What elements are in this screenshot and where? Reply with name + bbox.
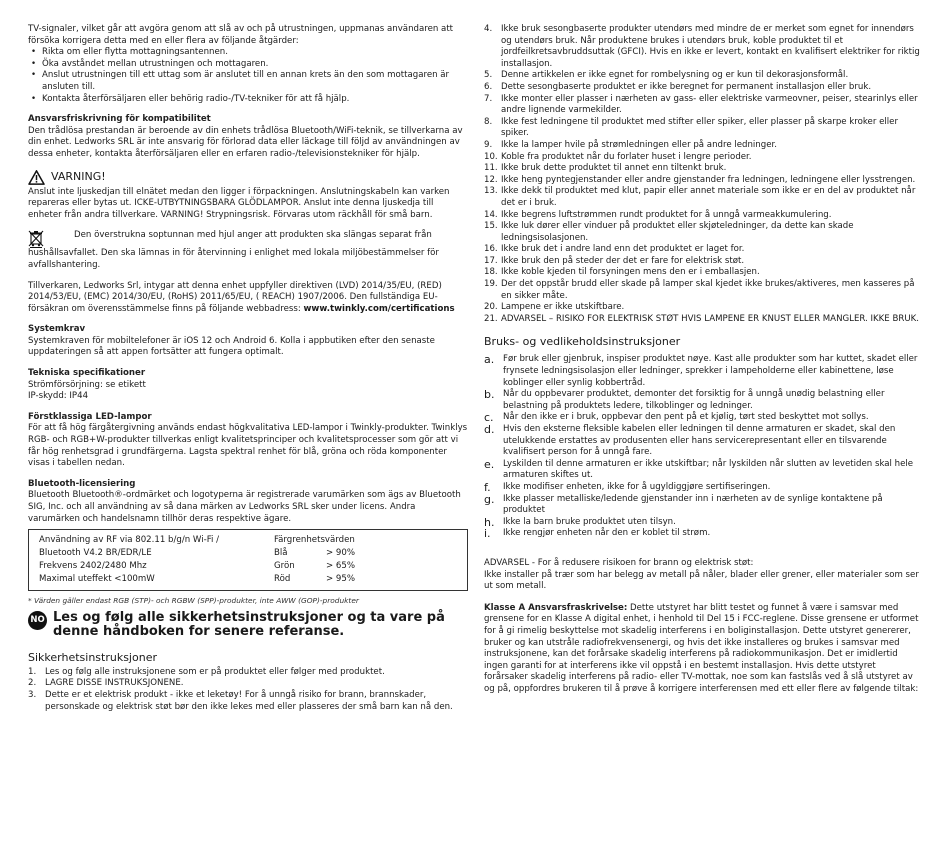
item-text: LAGRE DISSE INSTRUKSJONENE. (45, 678, 184, 689)
item-letter: h. (484, 515, 495, 529)
rf-line: Frekvens 2402/2480 Mhz (39, 561, 147, 572)
color-value: > 90% (326, 548, 356, 559)
item-number: 1. (28, 666, 37, 677)
item-text: Dette er et elektrisk produkt - ikke et leketøy! For å unngå risiko for brann, brannskader, personskade og elektrisk støt bør den ikke lekes med eller plasseres der små barn kan nå den. (45, 689, 453, 712)
safety-item (484, 70, 920, 82)
item-text: Lyskilden til denne armaturen er ikke utskiftbar; når lyskilden når slutten av levetiden skal hele armaturen skiftes ut. (503, 458, 914, 481)
sysreq-heading: Systemkrav (28, 324, 86, 335)
safety-item (28, 667, 468, 679)
conformity-section (28, 281, 468, 316)
safety-section (28, 651, 468, 713)
safety-heading: Sikkerhetsinstruksjoner (28, 650, 157, 664)
item-text: Ikke koble kjeden til forsyningen mens den er i emballasjen. (501, 267, 760, 278)
item-text: Ikke monter eller plasser i nærheten av gass- eller elektriske varmeovner, peiser, stearinlys eller andre lignende varmekilder. (501, 93, 918, 116)
safety-item (484, 279, 920, 302)
color-name: Blå (274, 548, 288, 559)
item-text: Koble fra produktet når du forlater huset i lengre perioder. (501, 151, 752, 162)
item-number: 17. (484, 255, 498, 266)
care-list (484, 354, 920, 540)
warning-title: VARNING! (51, 170, 106, 184)
item-text: Ikke fest ledningene til produktet med stifter eller spiker, eller plasser på skarpe kroker eller spiker. (501, 116, 898, 139)
item-number: 8. (484, 116, 493, 127)
care-item (484, 517, 920, 529)
item-text: Når den ikke er i bruk, oppbevar den pent på et kjølig, tørt sted beskyttet mot sollys. (503, 412, 869, 423)
item-text: Ikke modifiser enheten, ikke for å ugyldiggjøre sertifiseringen. (503, 481, 771, 492)
item-text: Les og følg alle instruksjonene som er på produktet eller følger med produktet. (45, 666, 385, 677)
care-item (484, 459, 920, 482)
care-item (484, 424, 920, 459)
crossed-bin-icon (28, 230, 44, 248)
item-number: 7. (484, 93, 493, 104)
rf-line: Maximal uteffekt <100mW (39, 574, 155, 585)
advarsel-text: Ikke installer på trær som har belegg av metall på nåler, blader eller grener, eller materialer som ser ut som metall. (484, 569, 919, 592)
item-text: Ikke rengjør enheten når den er koblet til strøm. (503, 528, 711, 539)
safety-item (484, 163, 920, 175)
bt-section (28, 479, 468, 525)
color-value: > 95% (326, 574, 356, 585)
item-number: 5. (484, 70, 493, 81)
color-purity (274, 534, 457, 586)
advarsel-section (484, 558, 920, 593)
safety-item (484, 210, 920, 222)
weee-paragraph (28, 230, 468, 271)
safety-item (484, 24, 920, 70)
tech-spec-heading: Tekniska specifikationer (28, 368, 146, 379)
right-column (484, 24, 920, 704)
item-letter: a. (484, 353, 495, 367)
compat-disclaimer-heading: Ansvarsfriskrivning för kompatibilitet (28, 114, 211, 125)
safety-item (484, 82, 920, 94)
bullet-item: • Kontakta återförsäljaren eller behörig radio-/TV-tekniker för att få hjälp. (28, 94, 468, 106)
item-number: 2. (28, 678, 37, 689)
item-number: 3. (28, 689, 37, 700)
norwegian-heading: Les og følg alle sikkerhetsinstruksjoner og ta vare på denne håndboken for senere referanse. (53, 609, 445, 639)
class-a-heading: Klasse A Ansvarsfraskrivelse: (484, 602, 628, 613)
tech-spec-section (28, 368, 468, 403)
item-number: 13. (484, 186, 498, 197)
item-number: 14. (484, 209, 498, 220)
item-text: Denne artikkelen er ikke egnet for rombelysning og er kun til dekorasjonsformål. (501, 70, 849, 81)
rf-line: Bluetooth V4.2 BR/EDR/LE (39, 548, 152, 559)
item-text: Hvis den eksterne fleksible kabelen eller ledningen til denne armaturen er skadet, skal den utelukkende erstattes av produsenten eller hans servicerepresentant eller en tilsvarende kvalifisert person for å unngå fare. (503, 424, 896, 458)
color-value: > 65% (326, 561, 356, 572)
item-text: Ikke bruk det i andre land enn det produktet er laget for. (501, 244, 745, 255)
color-row (274, 573, 457, 586)
color-row (274, 560, 457, 573)
item-number: 15. (484, 221, 498, 232)
color-name: Grön (274, 561, 295, 572)
advarsel-heading: ADVARSEL - For å redusere risikoen for brann og elektrisk støt: (484, 557, 754, 568)
sysreq-text: Systemkraven för mobiltelefoner är iOS 12 och Android 6. Kolla i appbutiken efter den senaste uppdateringen så att appen fortsätter att fungera optimalt. (28, 335, 435, 358)
compat-disclaimer (28, 114, 468, 160)
safety-item (484, 244, 920, 256)
item-number: 19. (484, 279, 498, 290)
rf-line: Användning av RF via 802.11 b/g/n Wi-Fi / (39, 535, 220, 546)
tech-spec-line: Strömförsörjning: se etikett (28, 379, 146, 390)
bullet-item: • Öka avståndet mellan utrustningen och mottagaren. (28, 59, 468, 71)
safety-list-continued (484, 24, 920, 325)
item-number: 6. (484, 81, 493, 92)
item-number: 21. (484, 313, 498, 324)
item-letter: c. (484, 411, 494, 425)
bullet-item: • Anslut utrustningen till ett uttag som är anslutet till en annan krets än den som mottagaren är ansluten till. (28, 70, 468, 93)
interference-intro: TV-signaler, vilket går att avgöra genom att slå av och på utrustningen, uppmanas användaren att försöka korrigera detta med en eller flera av följande åtgärder: (28, 24, 454, 46)
safety-item (484, 221, 920, 244)
conformity-paragraph (28, 281, 468, 316)
item-number: 9. (484, 139, 493, 150)
safety-item (484, 314, 920, 326)
item-number: 10. (484, 151, 498, 162)
compat-disclaimer-text: Den trådlösa prestandan är beroende av din enhets trådlösa Bluetooth/WiFi-teknik, se tillverkarna av din enhet. Ledworks SRL är inte ansvarig för förlorad data eller läckage till följd av användningen av dessa enheter, kontakta återförsäljaren eller en erfaren radio-/televisionstekniker för hjälp. (28, 125, 463, 159)
class-a-text: Dette utstyret har blitt testet og funnet å være i samsvar med grensene for en Klasse A digital enhet, i henhold til Del 15 i FCC-reglene. Disse grensene er utformet for å gi rimelig beskyttelse mot skadelig interferens i en boliginstallasjon. Dette utstyret genererer, bruker og kan utstråle radiofrekvensenergi, og hvis det ikke installeres og brukes i samsvar med instruksjonene, kan det forårsake skadelig interferens på radiokommunikasjon. Det er imidlertid ingen garanti for at interferens ikke vil oppstå i en bestemt installasjon. Hvis dette utstyret forårsaker skadelig interferens på radio- eller TV-mottak, noe som kan fastslås ved å slå utstyret av og på, oppfordres brukeren til å prøve å korrigere interferensen med ett eller flere av følgende tiltak: (484, 602, 919, 694)
item-text: Ikke plasser metalliske/ledende gjenstander inn i nærheten av de synlige kontaktene på produktet (503, 493, 883, 516)
led-heading: Förstklassiga LED-lampor (28, 411, 152, 422)
norwegian-header (28, 611, 468, 639)
item-text: Når du oppbevarer produktet, demonter det forsiktig for å unngå unødig belastning eller belastning på produktets ledere, tilkoblinger og ledninger. (503, 389, 885, 411)
weee-section (28, 230, 468, 271)
care-item (484, 412, 920, 424)
spec-footnote: * Värden gäller endast RGB (STP)- och RGBW (SPP)-produkter, inte AWW (GOP)-produkter (28, 596, 359, 606)
left-column (28, 24, 468, 713)
item-text: Ikke la lamper hvile på strømledningen eller på andre ledninger. (501, 139, 777, 150)
safety-item (484, 140, 920, 152)
spec-table (28, 529, 468, 591)
item-text: Ikke bruk sesongbaserte produkter utendørs med mindre de er merket som egnet for innendørs og utendørs bruk. Når produktene brukes i utendørs bruk, koble produktet til et jordfeilkretsavbruddsuttak (GFCI). Hvis en ikke er levert, kontakt en kvalifisert elektriker for riktig installasjon. (501, 24, 920, 69)
item-number: 20. (484, 302, 498, 313)
safety-item (484, 117, 920, 140)
item-letter: d. (484, 423, 495, 436)
item-text: Lampene er ikke utskiftbare. (501, 302, 625, 313)
interference-bullets (28, 47, 468, 105)
item-letter: b. (484, 388, 495, 402)
care-item (484, 528, 920, 540)
safety-item (484, 302, 920, 314)
item-text: Ikke la barn bruke produktet uten tilsyn. (503, 516, 676, 527)
led-section (28, 412, 468, 470)
safety-list (28, 667, 468, 713)
language-badge: NO (28, 611, 47, 630)
item-text: Ikke bruk den på steder der det er fare for elektrisk støt. (501, 255, 745, 266)
led-text: För att få hög färgåtergivning används endast högkvalitativa LED-lampor i Twinkly-produkter. Twinklys RGB- och RGB+W-produkter tillverkas enligt kvalitetsprinciper och kvalitetsprocesser som gör att vi får hög renhetsgrad i grundfärgerna. Lagsta spektral renhet för blå, gröna och röda komponenter visas i tabellen nedan. (28, 423, 468, 469)
item-text: Ikke dekk til produktet med klut, papir eller annet materiale som ikke er en del av produktet når det er i bruk. (501, 186, 916, 208)
bt-text: Bluetooth Bluetooth®-ordmärket och logotyperna är registrerade varumärken som ägs av Bluetooth SIG, Inc. och all användning av så dana märken av Ledworks SRL sker under licens. Andra varumärken och handelsnamn tillhör deras respektive ägare. (28, 490, 461, 524)
safety-item (484, 94, 920, 117)
rf-specs (39, 534, 274, 586)
warning-section (28, 170, 468, 222)
class-a-paragraph (484, 603, 920, 696)
care-item (484, 389, 920, 412)
bt-heading: Bluetooth-licensiering (28, 478, 136, 489)
item-number: 11. (484, 163, 498, 174)
safety-item (484, 175, 920, 187)
care-item (484, 482, 920, 494)
item-text: Der det oppstår brudd eller skade på lamper skal kjedet ikke brukes/aktiveres, men kasseres på en sikker måte. (501, 279, 915, 301)
color-name: Röd (274, 574, 291, 585)
safety-item (28, 678, 468, 690)
weee-text: Den överstrukna soptunnan med hjul anger att produkten ska slängas separat från hushållsavfallet. Den ska lämnas in för återvinning i enlighet med lokala miljöbestämmelser för avfallshantering. (28, 230, 439, 270)
warning-title-row (28, 170, 468, 185)
item-text: Før bruk eller gjenbruk, inspiser produktet nøye. Kast alle produkter som har kuttet, skadet eller frynsete ledningsisolasjon eller ledninger, sprekker i lampeholderne eller kabinettene, løse koblinger eller synlig kobbertråd. (503, 354, 918, 388)
item-letter: f. (484, 480, 491, 494)
bullet-item: • Rikta om eller flytta mottagningsantennen. (28, 47, 468, 59)
item-text: Dette sesongbaserte produktet er ikke beregnet for permanent installasjon eller bruk. (501, 81, 872, 92)
item-text: Ikke begrens luftstrømmen rundt produktet for å unngå varmeakkumulering. (501, 209, 832, 220)
safety-item (28, 690, 468, 713)
care-item (484, 494, 920, 517)
class-a-section (484, 603, 920, 696)
item-letter: i. (484, 527, 491, 541)
conformity-text: Tillverkaren, Ledworks Srl, intygar att denna enhet uppfyller direktiven (LVD) 2014/35/EU, (RED) 2014/53/EU, (EMC) 2014/30/EU, (RoHS) 2011/65/EU, ( REACH) 1907/2006. Den fullständiga EU-försäkran om överensstämmelse finns på följande webbadress: (28, 280, 442, 314)
certifications-link[interactable]: www.twinkly.com/certifications (303, 303, 455, 314)
safety-item (484, 152, 920, 164)
tech-spec-line: IP-skydd: IP44 (28, 391, 89, 402)
item-number: 12. (484, 174, 498, 185)
item-text: ADVARSEL – RISIKO FOR ELEKTRISK STØT HVIS LAMPENE ER KNUST ELLER MANGLER. IKKE BRUK. (501, 313, 919, 324)
item-number: 16. (484, 244, 498, 255)
safety-item (484, 267, 920, 279)
safety-item (484, 256, 920, 268)
item-letter: g. (484, 492, 495, 506)
warning-text: Anslut inte ljuskedjan till elnätet medan den ligger i förpackningen. Anslutningskabeln kan varken repareras eller bytas ut. ICKE-UTBYTNINGSBARA GLÖDLAMPOR. Anslut inte denna ljuskedja till enheter från andra tillverkare. VARNING! Strypningsrisk. Förvaras utom räckhåll för små barn. (28, 186, 450, 220)
item-number: 4. (484, 24, 493, 34)
interference-section (28, 24, 468, 105)
safety-item (484, 186, 920, 209)
item-number: 18. (484, 267, 498, 278)
item-text: Ikke luk dører eller vinduer på produktet eller skjøteledninger, da dette kan skade ledningsisolasjonen. (501, 221, 854, 243)
sysreq-section (28, 324, 468, 359)
item-text: Ikke bruk dette produktet til annet enn tiltenkt bruk. (501, 163, 727, 174)
care-item (484, 354, 920, 389)
warning-triangle-icon (28, 170, 45, 185)
color-purity-header: Färgrenhetsvärden (274, 535, 355, 546)
care-heading: Bruks- og vedlikeholdsinstruksjoner (484, 335, 681, 349)
item-text: Ikke heng pyntegjenstander eller andre gjenstander fra ledningen, ledningene eller lysstrengen. (501, 174, 916, 185)
item-letter: e. (484, 457, 495, 471)
color-row (274, 547, 457, 560)
